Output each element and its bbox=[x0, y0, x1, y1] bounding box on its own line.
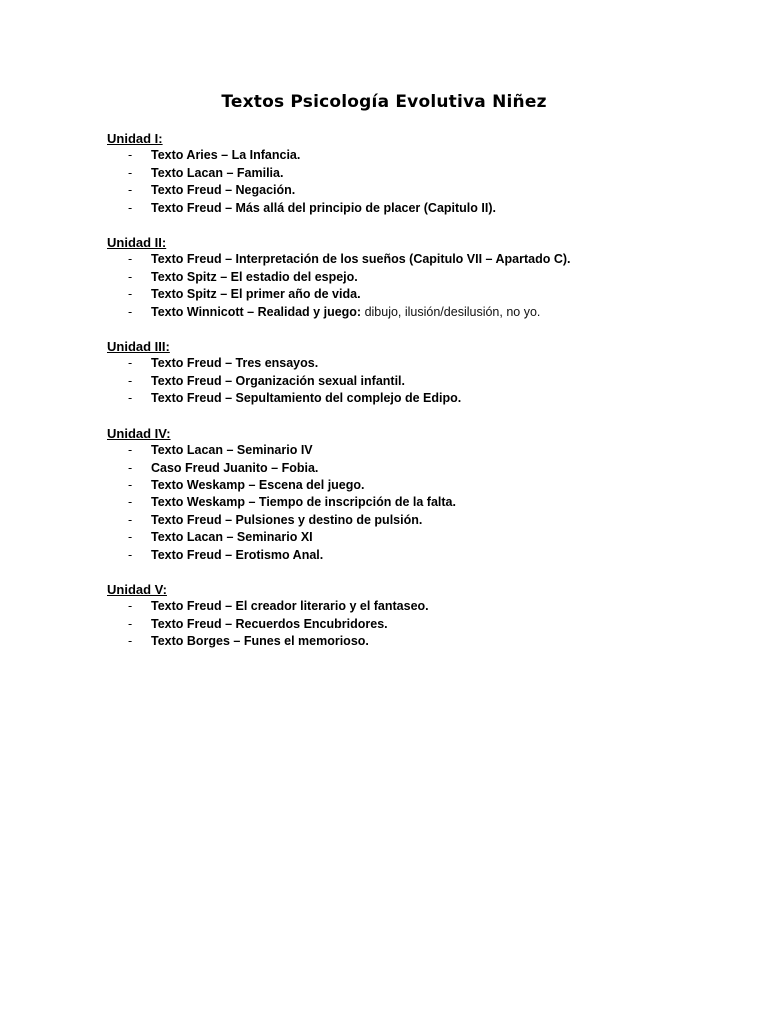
unit-heading: Unidad III: bbox=[107, 339, 170, 355]
reading-list-item bbox=[107, 616, 727, 633]
unit-section bbox=[107, 581, 727, 651]
reading-title: Texto Weskamp – Escena del juego. bbox=[151, 477, 365, 492]
unit-heading: Unidad IV: bbox=[107, 425, 171, 441]
bullet-dash: - bbox=[128, 547, 133, 562]
bullet-dash: - bbox=[128, 495, 133, 510]
reading-title: Caso Freud Juanito – Fobia. bbox=[151, 460, 319, 475]
unit-heading: Unidad I: bbox=[107, 131, 163, 146]
reading-list-item bbox=[107, 165, 727, 182]
reading-title: Texto Freud – Tres ensayos. bbox=[151, 356, 319, 371]
bullet-dash: - bbox=[128, 304, 133, 319]
unit-heading: Unidad V: bbox=[107, 581, 167, 597]
bullet-dash: - bbox=[128, 287, 133, 302]
page-title: Textos Psicología Evolutiva Niñez bbox=[221, 92, 547, 112]
reading-title: Texto Freud – Pulsiones y destino de pulsión. bbox=[151, 512, 423, 527]
reading-title: Texto Lacan – Seminario XI bbox=[151, 530, 313, 545]
bullet-dash: - bbox=[128, 599, 133, 614]
reading-list-item bbox=[107, 529, 727, 546]
reading-title: Texto Aries – La Infancia. bbox=[151, 148, 301, 163]
bullet-dash: - bbox=[128, 356, 133, 371]
bullet-dash: - bbox=[128, 477, 133, 492]
reading-note: dibujo, ilusión/desilusión, no yo. bbox=[361, 304, 541, 319]
reading-list-item bbox=[107, 286, 727, 303]
unit-section bbox=[107, 425, 727, 564]
unit-section bbox=[107, 130, 727, 217]
bullet-dash: - bbox=[128, 391, 133, 406]
reading-list-item bbox=[107, 547, 727, 564]
bullet-dash: - bbox=[128, 616, 133, 631]
unit-section bbox=[107, 234, 727, 321]
reading-list-item bbox=[107, 477, 727, 494]
reading-list bbox=[107, 147, 727, 217]
reading-title: Texto Lacan – Familia. bbox=[151, 165, 284, 180]
bullet-dash: - bbox=[128, 634, 133, 649]
bullet-dash: - bbox=[128, 530, 133, 545]
reading-list bbox=[107, 442, 727, 564]
reading-title: Texto Winnicott – Realidad y juego: bbox=[151, 304, 362, 319]
units-container bbox=[107, 130, 727, 668]
reading-title: Texto Spitz – El estadio del espejo. bbox=[151, 269, 358, 284]
reading-title: Texto Freud – Recuerdos Encubridores. bbox=[151, 616, 388, 631]
bullet-dash: - bbox=[128, 443, 133, 458]
reading-list-item bbox=[107, 373, 727, 390]
unit-heading: Unidad II: bbox=[107, 235, 167, 251]
reading-list-item bbox=[107, 494, 727, 511]
reading-list-item bbox=[107, 200, 727, 217]
reading-list-item bbox=[107, 147, 727, 164]
reading-list-item bbox=[107, 182, 727, 199]
reading-list-item bbox=[107, 355, 727, 372]
reading-list-item bbox=[107, 442, 727, 459]
bullet-dash: - bbox=[128, 269, 133, 284]
reading-list bbox=[107, 251, 727, 321]
bullet-dash: - bbox=[128, 373, 133, 388]
reading-list-item bbox=[107, 633, 727, 650]
bullet-dash: - bbox=[128, 148, 133, 163]
bullet-dash: - bbox=[128, 512, 133, 527]
reading-title: Texto Borges – Funes el memorioso. bbox=[151, 634, 369, 649]
bullet-dash: - bbox=[128, 165, 133, 180]
reading-title: Texto Freud – Negación. bbox=[151, 183, 296, 198]
bullet-dash: - bbox=[128, 252, 133, 267]
reading-title: Texto Freud – Interpretación de los sueños (Capitulo VII – Apartado C). bbox=[151, 252, 571, 267]
bullet-dash: - bbox=[128, 183, 133, 198]
reading-title: Texto Freud – Erotismo Anal. bbox=[151, 547, 324, 562]
unit-section bbox=[107, 338, 727, 408]
reading-title: Texto Freud – Organización sexual infantil. bbox=[151, 373, 405, 388]
reading-title: Texto Weskamp – Tiempo de inscripción de la falta. bbox=[151, 495, 456, 510]
reading-list-item bbox=[107, 390, 727, 407]
reading-list-item bbox=[107, 251, 727, 268]
reading-title: Texto Freud – El creador literario y el fantaseo. bbox=[151, 599, 429, 614]
reading-list-item bbox=[107, 512, 727, 529]
reading-title: Texto Lacan – Seminario IV bbox=[151, 443, 313, 458]
bullet-dash: - bbox=[128, 200, 133, 215]
reading-title: Texto Freud – Más allá del principio de placer (Capitulo II). bbox=[151, 200, 496, 215]
reading-title: Texto Spitz – El primer año de vida. bbox=[151, 287, 361, 302]
reading-list-item bbox=[107, 460, 727, 477]
reading-list-item bbox=[107, 269, 727, 286]
reading-list-item bbox=[107, 304, 727, 321]
reading-list bbox=[107, 598, 727, 650]
reading-title: Texto Freud – Sepultamiento del complejo de Edipo. bbox=[151, 391, 462, 406]
reading-list bbox=[107, 355, 727, 407]
reading-list-item bbox=[107, 598, 727, 615]
bullet-dash: - bbox=[128, 460, 133, 475]
